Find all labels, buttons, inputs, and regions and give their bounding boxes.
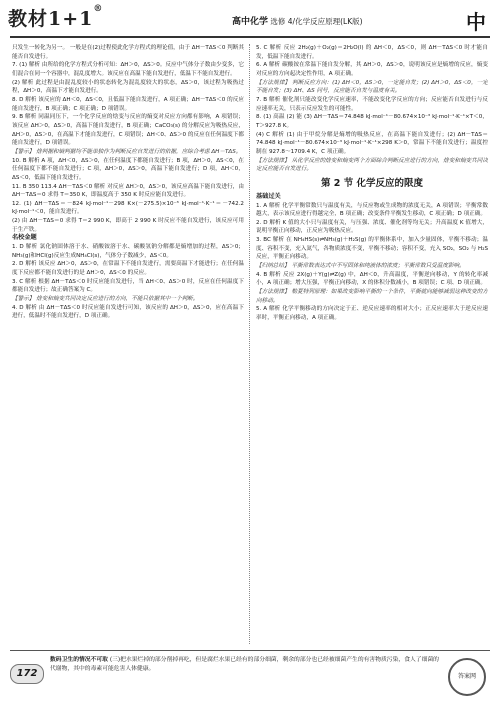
left-paragraph: (2) 由 ΔH－TΔS＝0 求得 T＝2 990 K，即高于 2 990 K 时反应不能自发进行，该反应可用于生产铁。 <box>12 218 244 233</box>
right-paragraph: 5. C 解析 反应 2H₂(g)＋O₂(g)＝2H₂O(l) 的 ΔH＜0，ΔS＜0，则 ΔH－TΔS＜0 时才能自发，低温下能自发进行。 <box>256 45 488 60</box>
header-subject: 高中化学 <box>232 17 269 27</box>
brand-logo <box>8 4 103 31</box>
right-paragraph: 8. (1) 高温 (2) 能 (3) ΔH－TΔS＝74.848 kJ·mol⁻¹－80.674×10⁻³ kJ·mol⁻¹·K⁻¹×T＜0，T＞927.8 K。 <box>256 114 488 129</box>
right-note: 【方法规律】 从化学反应的焓变和熵变两个方面综合判断反应进行的方向，焓变和熵变共同决定反应能否自发进行。 <box>256 157 488 173</box>
right-column <box>256 44 488 644</box>
right-paragraph: 1. A 解析 化学平衡常数只与温度有关，与反应物或生成物的浓度无关，A 项错误；平衡常数越大，表示该反应进行得越完全，B 项正确；改变条件平衡发生移动，C 项正确；D 项正确。 <box>256 202 488 218</box>
left-paragraph: 7. (1) 解析 由所给的化学方程式分析可知：ΔH＞0，ΔS＞0。反应中气体分子数由少变多，它们混合在同一个容器中，混乱度增大。该反应在高温下能自发进行，低温下不能自发进行。 <box>12 62 244 77</box>
left-paragraph: 10. B 解析 A 项，ΔH＜0，ΔS＞0，在任何温度下都能自发进行；B 项，ΔH＞0，ΔS＜0，在任何温度下都不能自发进行；C 项，ΔH＞0，ΔS＞0，高温下能自发进行；D 项，ΔH＜0，ΔS＜0，低温下能自发进行。 <box>12 157 244 181</box>
right-paragraph: 4. B 解析 反应 2X(g)＋Y(g)⇌Z(g) 中，ΔH＜0，升高温度，平衡逆向移动，Y 的转化率减小，A 项正确；增大压强，平衡正向移动，X 的体积分数减小，B 项错误；C 项、D 项正确。 <box>256 271 488 287</box>
section-subheading: 基础过关 <box>256 192 281 200</box>
left-paragraph: 只发生一转化为另一。 一般是在(2)过程使此化学方程式的理论值，由于 ΔH－TΔS＜0 判断其能否自发进行。 <box>12 45 244 60</box>
left-paragraph: 11. B 350 113.4 ΔH－TΔS＜0 解析 对反应 ΔH＞0，ΔS＞0，该反应高温下能自发进行，由 ΔH－TΔS＝0 求得 T＝350 K，即温度高于 350 K 时反应能自发进行。 <box>12 183 244 199</box>
left-paragraph: 1. D 解析 氯化钠固体溶于水、硝酸铵溶于水、碳酸氢钠分解都是熵增加的过程，ΔS＞0；NH₃(g)和HCl(g)反应生成NH₄Cl(s)，气体分子数减少，ΔS＜0。 <box>12 244 244 259</box>
left-note: 【警示】 焓变和熵变共同决定反应进行的方向，不能只依据其中一个判断。 <box>12 296 199 303</box>
page-number: 172 <box>10 664 44 684</box>
section-title: 第 2 节 化学反应的限度 <box>320 177 424 189</box>
brand-registered-mark: ® <box>93 4 104 14</box>
right-paragraph: 6. A 解析 碳酸铵在常温下能自发分解，其 ΔH＞0，ΔS＞0，说明该反应是熵增的反应，熵变对反应的方向起决定性作用，A 项正确。 <box>256 62 488 77</box>
left-paragraph: 3. C 解析 根据 ΔH－TΔS＜0 时反应能自发进行，当 ΔH＜0、ΔS＞0 时，反应在任何温度下都能自发进行；故正确答案为 C。 <box>12 278 244 294</box>
left-paragraph: 2. D 解析 该反应 ΔH＞0，ΔS＞0，在常温下不能自发进行，需要高温下才能进行；在任何温度下反应都不能自发进行的是 ΔH＞0，ΔS＜0 的反应。 <box>12 261 244 277</box>
right-note: 【方法规律】 判断反应方向：(1) ΔH＜0，ΔS＞0，一定能自发；(2) ΔH＞0，ΔS＜0，一定不能自发；(3) ΔH、ΔS 同号，反应能否自发与温度有关。 <box>256 79 488 95</box>
footer-note-label: 数码卫生的情况不可取 <box>50 657 108 663</box>
left-subheading: 名校金题 <box>12 234 37 242</box>
left-note: 【警示】 焓判据和熵判据均不能单独作为判断反应自发进行的依据，应综合考虑 ΔH－TΔS。 <box>12 148 242 155</box>
right-paragraph: 2. D 解析 K 值的大小只与温度有关，与压强、浓度、催化剂等均无关；升高温度 K 值增大，说明平衡正向移动，正反应为吸热反应。 <box>256 219 488 235</box>
right-paragraph: (4) C 解析 (1) 由于甲烷分解是熵增的吸热反应，在高温下能自发进行；(2) ΔH－TΔS＝74.848 kJ·mol⁻¹－80.674×10⁻³ kJ·mol⁻¹·K⁻¹×298 K＞0，常温下不能自发进行；温度控制在 927.8～1709.4 K，C 项正确。 <box>256 131 488 155</box>
right-note: 【方法规律】 勒夏特列原理：如果改变影响平衡的一个条件，平衡就向能够减弱这种改变的方向移动。 <box>256 289 488 304</box>
right-paragraph: 7. B 解析 催化剂只能改变化学反应速率，不能改变化学反应的方向；反应能否自发进行与反应速率无关，只表示反应发生的可能性。 <box>256 96 488 112</box>
page-header <box>0 0 500 38</box>
watermark-logo: 答案网 <box>448 658 486 696</box>
footer-rule <box>10 650 490 651</box>
left-column <box>12 44 244 644</box>
column-divider <box>249 44 250 644</box>
left-paragraph: 9. B 解析 同温同压下，一个化学反应的焓变与反应的熵变对反应方向都有影响，A 项错误；该反应 ΔH＞0，ΔS＞0，高温下能自发进行，B 项正确；CaCO₃(s) 的分解反应为吸热反应，ΔH＞0，ΔS＞0，在高温下才能自发进行，C 项错误；ΔH＜0、ΔS＞0 的反应在任何温度下都能自发进行，D 项错误。 <box>12 114 244 147</box>
header-book: 选修 4/化学反应原理(LK版) <box>270 17 363 26</box>
header-rule <box>10 36 490 38</box>
footer-note <box>50 656 442 674</box>
right-paragraph: 5. A 解析 化学平衡移动的方向决定于正、逆反应速率的相对大小；正反应速率大于逆反应速率时，平衡正向移动，A 项正确。 <box>256 306 488 322</box>
left-paragraph: (2) 解析 此过程是由混乱度较小的状态转化为混乱度较大的状态，ΔS＞0，该过程为吸热过程，ΔH＞0，高温下才能自发进行。 <box>12 79 244 95</box>
right-paragraph: 3. BC 解析 在 NH₄HS(s)⇌NH₃(g)＋H₂S(g) 的平衡体系中，加入少量固体，平衡不移动；温度、容积不变，充入氮气，各物质浓度不变，平衡不移动；容积不变，充入 SO₂，SO₂ 与 H₂S 反应，平衡正向移动。 <box>256 237 488 261</box>
left-paragraph: 4. D 解析 由 ΔH－TΔS＜0 时反应能自发进行可知，该反应的 ΔH＞0，ΔS＞0，应在高温下进行，低温时不能自发进行，D 项正确。 <box>12 304 244 320</box>
header-book-info <box>232 14 363 27</box>
header-corner-mark: 中 <box>466 10 486 34</box>
left-paragraph: 12. (1) ΔH－TΔS＝－824 kJ·mol⁻¹－298 K×(－275.5)×10⁻³ kJ·mol⁻¹·K⁻¹＝－742.2 kJ·mol⁻¹＜0，能自发进行。 <box>12 200 244 216</box>
footer-note-text: (三)把水果烂掉的部分削掉再吃，但是腐烂水果已经有的部分细菌，剩余的部分也已经被细菌产生的有害物质污染，食人了细菌的代谢物，其中的毒素可能危害人体健康。 <box>50 657 439 672</box>
brand-title: 教材1+1 <box>8 8 94 30</box>
right-note: 【归纳总结】 平衡常数表达式中不写固体和纯液体的浓度；平衡常数只受温度影响。 <box>256 263 465 270</box>
left-paragraph: 8. D 解析 该反应的 ΔH＜0，ΔS＜0，且低温下能自发进行，A 项正确；ΔH－TΔS＜0 的反应能自发进行，B 项正确；C 项正确；D 项错误。 <box>12 96 244 112</box>
